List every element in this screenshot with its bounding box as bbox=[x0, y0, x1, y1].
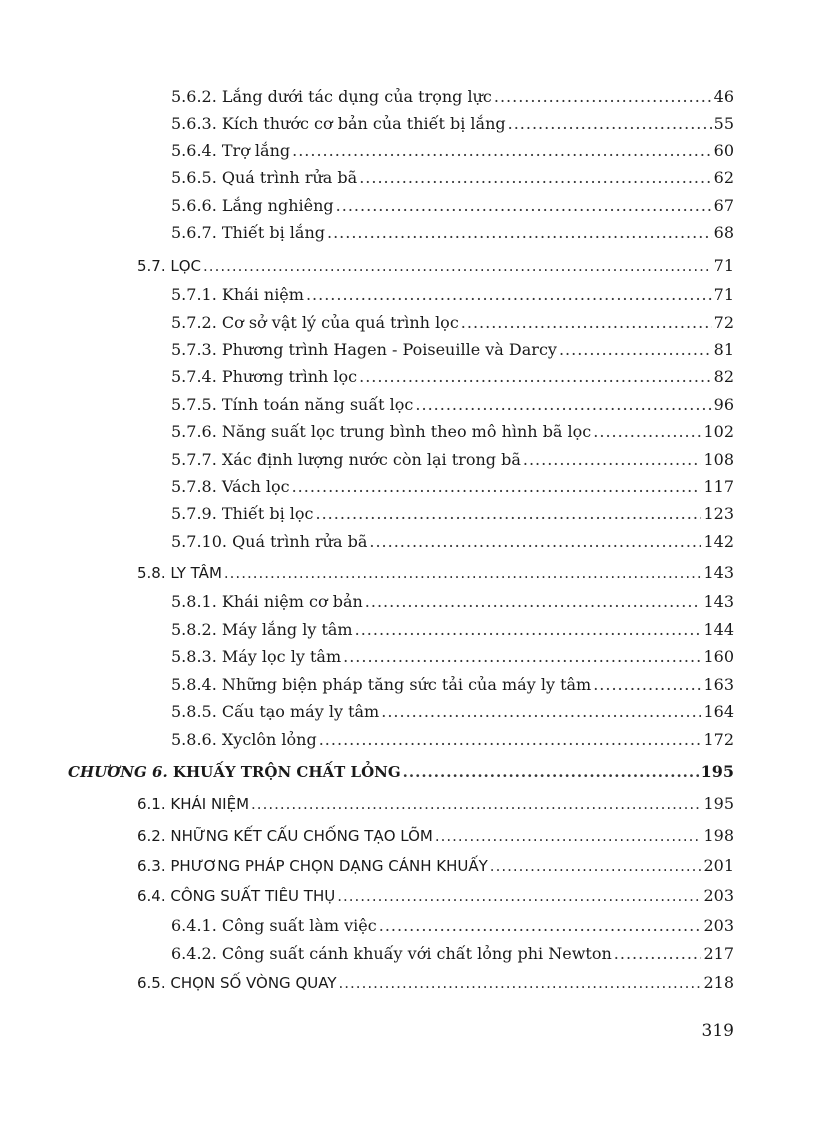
dot-leader bbox=[337, 887, 701, 905]
toc-entry bbox=[137, 886, 734, 910]
toc-entry-title: 5.7.6. Năng suất lọc trung bình theo mô hình bã lọc bbox=[171, 422, 592, 441]
toc-entry bbox=[137, 794, 734, 818]
toc-entry-page: 172 bbox=[703, 730, 734, 749]
dot-leader bbox=[494, 87, 712, 106]
toc-entry-page: 72 bbox=[713, 313, 734, 332]
toc-entry bbox=[171, 477, 734, 501]
toc-entry bbox=[171, 702, 734, 726]
dot-leader bbox=[415, 395, 711, 414]
toc-entry-title: 6.5. CHỌN SỐ VÒNG QUAY bbox=[137, 974, 337, 992]
dot-leader bbox=[316, 504, 702, 523]
chapter-prefix: CHƯƠNG 6. bbox=[68, 763, 168, 781]
toc-entry-title: 5.6.2. Lắng dưới tác dụng của trọng lực bbox=[171, 87, 492, 106]
toc-entry-page: 108 bbox=[703, 450, 734, 469]
toc-entry-page: 143 bbox=[703, 563, 734, 582]
dot-leader bbox=[224, 564, 702, 582]
dot-leader bbox=[355, 620, 702, 639]
toc-entry-page: 67 bbox=[713, 196, 734, 215]
toc-entry bbox=[171, 196, 734, 220]
toc-entry-page: 102 bbox=[703, 422, 734, 441]
dot-leader bbox=[327, 223, 712, 242]
toc-entry-title: 5.7.1. Khái niệm bbox=[171, 285, 304, 304]
toc-entry-page: 143 bbox=[703, 592, 734, 611]
toc-entry bbox=[171, 450, 734, 474]
page-number: 319 bbox=[701, 1021, 734, 1041]
toc-entry-page: 217 bbox=[703, 944, 734, 963]
dot-leader bbox=[251, 795, 701, 813]
toc-entry-page: 62 bbox=[713, 168, 734, 187]
toc-entry bbox=[171, 916, 734, 940]
toc-entry bbox=[171, 395, 734, 419]
dot-leader bbox=[593, 675, 701, 694]
toc-entry bbox=[171, 168, 734, 192]
dot-leader bbox=[461, 313, 712, 332]
toc-entry-title: 5.7.2. Cơ sở vật lý của quá trình lọc bbox=[171, 313, 459, 332]
toc-entry bbox=[171, 730, 734, 754]
toc-entry-page: 117 bbox=[703, 477, 734, 496]
toc-entry-page: 96 bbox=[713, 395, 734, 414]
toc-entry-title: 5.8. LY TÂM bbox=[137, 564, 222, 582]
dot-leader bbox=[593, 422, 701, 441]
toc-entry-page: 195 bbox=[703, 794, 734, 813]
toc-entry-page: 81 bbox=[713, 340, 734, 359]
toc-entry-title: 5.7.8. Vách lọc bbox=[171, 477, 290, 496]
toc-entry-title: 5.8.5. Cấu tạo máy ly tâm bbox=[171, 702, 380, 721]
dot-leader bbox=[508, 114, 712, 133]
dot-leader bbox=[435, 827, 702, 845]
toc-entry bbox=[171, 114, 734, 138]
toc-entry-page: 144 bbox=[703, 620, 734, 639]
dot-leader bbox=[381, 702, 701, 721]
toc-entry-page: 60 bbox=[713, 141, 734, 160]
toc-entry-page: 68 bbox=[713, 223, 734, 242]
toc-entry-title: 6.2. NHỮNG KẾT CẤU CHỐNG TẠO LÕM bbox=[137, 827, 433, 845]
dot-leader bbox=[319, 730, 702, 749]
dot-leader bbox=[365, 592, 702, 611]
toc-entry-page: 160 bbox=[703, 647, 734, 666]
toc-entry bbox=[137, 856, 734, 880]
toc-entry bbox=[171, 532, 734, 556]
toc-entry bbox=[171, 223, 734, 247]
toc-entry-title: 5.7.3. Phương trình Hagen - Poiseuille và Darcy bbox=[171, 340, 557, 359]
toc-entry-page: 55 bbox=[713, 114, 734, 133]
toc-entry-title: 5.7. LỌC bbox=[137, 257, 202, 275]
dot-leader bbox=[614, 944, 702, 963]
toc-entry bbox=[171, 647, 734, 671]
toc-entry-title: 5.7.9. Thiết bị lọc bbox=[171, 504, 314, 523]
toc-entry-page: 71 bbox=[713, 285, 734, 304]
dot-leader bbox=[203, 257, 712, 275]
toc-entry-title: 6.1. KHÁI NIỆM bbox=[137, 795, 250, 813]
toc-entry-title: 5.7.4. Phương trình lọc bbox=[171, 367, 358, 386]
dot-leader bbox=[292, 141, 712, 160]
toc-chapter-entry bbox=[68, 762, 734, 786]
toc-entry-page: 195 bbox=[700, 762, 734, 781]
toc-entry bbox=[171, 422, 734, 446]
dot-leader bbox=[292, 477, 702, 496]
toc-entry-title: 5.6.5. Quá trình rửa bã bbox=[171, 168, 358, 187]
toc-entry-title: 6.4. CÔNG SUẤT TIÊU THỤ bbox=[137, 887, 336, 905]
toc-entry-title: 5.8.4. Những biện pháp tăng sức tải của máy ly tâm bbox=[171, 675, 592, 694]
dot-leader bbox=[339, 974, 702, 992]
toc-entry-title: 5.8.2. Máy lắng ly tâm bbox=[171, 620, 353, 639]
dot-leader bbox=[490, 857, 702, 875]
toc-entry-title: 6.3. PHƯƠNG PHÁP CHỌN DẠNG CÁNH KHUẤY bbox=[137, 857, 488, 875]
dot-leader bbox=[336, 196, 712, 215]
toc-entry-page: 142 bbox=[703, 532, 734, 551]
toc-entry-page: 46 bbox=[713, 87, 734, 106]
toc-entry bbox=[137, 826, 734, 850]
dot-leader bbox=[379, 916, 702, 935]
toc-entry-page: 198 bbox=[703, 826, 734, 845]
toc-entry bbox=[137, 256, 734, 280]
toc-entry-title: 5.6.4. Trợ lắng bbox=[171, 141, 291, 160]
toc-entry bbox=[171, 367, 734, 391]
toc-entry bbox=[171, 285, 734, 309]
toc-chapter-title bbox=[68, 763, 401, 781]
toc-entry bbox=[171, 620, 734, 644]
dot-leader bbox=[369, 532, 701, 551]
toc-entry-title: 5.7.10. Quá trình rửa bã bbox=[171, 532, 368, 551]
toc-entry bbox=[171, 87, 734, 111]
toc-entry bbox=[171, 504, 734, 528]
toc-entry-page: 201 bbox=[703, 856, 734, 875]
toc-entry bbox=[171, 313, 734, 337]
toc-entry bbox=[171, 340, 734, 364]
toc-entry-page: 203 bbox=[703, 916, 734, 935]
toc-entry-page: 203 bbox=[703, 886, 734, 905]
dot-leader bbox=[343, 647, 701, 666]
toc-entry-title: 5.6.6. Lắng nghiêng bbox=[171, 196, 334, 215]
dot-leader bbox=[559, 340, 712, 359]
toc-entry-title: 5.8.6. Xyclôn lỏng bbox=[171, 730, 317, 749]
toc-entry-page: 218 bbox=[703, 973, 734, 992]
dot-leader bbox=[523, 450, 702, 469]
toc-entry-page: 82 bbox=[713, 367, 734, 386]
toc-entry-page: 71 bbox=[713, 256, 734, 275]
toc-entry-title: 5.6.3. Kích thước cơ bản của thiết bị lắng bbox=[171, 114, 506, 133]
dot-leader bbox=[359, 168, 711, 187]
toc-entry bbox=[137, 973, 734, 997]
toc-entry-title: 6.4.1. Công suất làm việc bbox=[171, 916, 377, 935]
toc-entry bbox=[171, 141, 734, 165]
dot-leader bbox=[359, 367, 712, 386]
chapter-title: KHUẤY TRỘN CHẤT LỎNG bbox=[172, 763, 401, 781]
toc-entry bbox=[171, 675, 734, 699]
toc-entry-title: 5.8.1. Khái niệm cơ bản bbox=[171, 592, 363, 611]
toc-entry-title: 5.8.3. Máy lọc ly tâm bbox=[171, 647, 342, 666]
toc-entry bbox=[171, 944, 734, 968]
dot-leader bbox=[306, 285, 712, 304]
toc-entry-page: 164 bbox=[703, 702, 734, 721]
toc-entry-title: 5.6.7. Thiết bị lắng bbox=[171, 223, 325, 242]
toc-entry bbox=[137, 563, 734, 587]
dot-leader bbox=[403, 763, 699, 781]
toc-entry-title: 5.7.7. Xác định lượng nước còn lại trong bã bbox=[171, 450, 521, 469]
toc-entry-page: 123 bbox=[703, 504, 734, 523]
toc-entry-title: 5.7.5. Tính toán năng suất lọc bbox=[171, 395, 414, 414]
toc-entry-page: 163 bbox=[703, 675, 734, 694]
toc-entry-title: 6.4.2. Công suất cánh khuấy với chất lỏng phi Newton bbox=[171, 944, 612, 963]
toc-entry bbox=[171, 592, 734, 616]
